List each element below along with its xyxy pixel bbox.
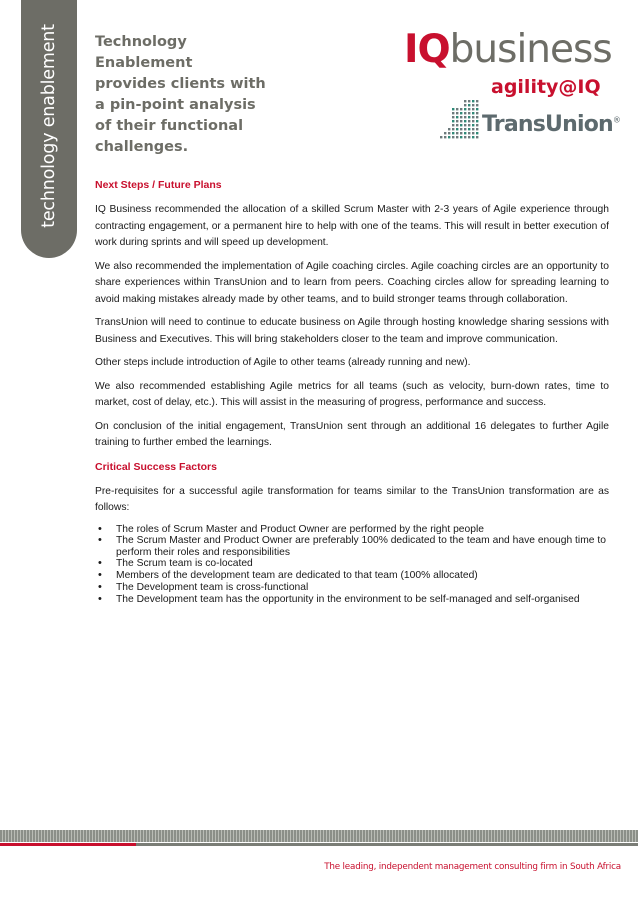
list-item: • The roles of Scrum Master and Product Owner are performed by the right people (95, 524, 609, 535)
headline-line: a pin-point analysis (95, 97, 256, 113)
headline-line: Technology (95, 34, 187, 50)
list-item: • Members of the development team are dedicated to that team (100% allocated) (95, 570, 609, 581)
iq-word: business (449, 27, 612, 72)
list-item: • The Scrum Master and Product Owner are preferably 100% dedicated to the team and have enough time to perform their roles and responsibilities (95, 535, 609, 558)
footer-red-rule (0, 843, 136, 846)
iqbusiness-logo (404, 28, 612, 72)
paragraph: We also recommended establishing Agile metrics for all teams (such as velocity, burn-down rates, time to market, cost of delay, etc.). This will assist in the measuring of progress, performance and success. (95, 380, 609, 408)
footer-grey-rule (136, 843, 638, 846)
registered-mark: ® (612, 115, 621, 125)
paragraph: TransUnion will need to continue to educate business on Agile through hosting knowledge sharing sessions with Business and Executives. This will bring stakeholders closer to the team and improve communication. (95, 317, 609, 345)
main-content (95, 177, 609, 606)
list-item: • The Development team has the opportunity in the environment to be self-managed and self-organised (95, 594, 609, 605)
list-item: • The Scrum team is co-located (95, 558, 609, 569)
paragraph: IQ Business recommended the allocation of a skilled Scrum Master with 2-3 years of Agile experience through contracting engagement, or a permanent hire to help with one of the teams. This will result in better execution of work during sprints and will speed up development. (95, 204, 609, 248)
transunion-logo (482, 112, 621, 137)
success-factors-list (95, 524, 609, 606)
agility-logo: agility@IQ (491, 76, 601, 98)
paragraph: Other steps include introduction of Agile to other teams (already running and new). (95, 357, 471, 368)
headline-line: provides clients with (95, 76, 266, 92)
transunion-dots-icon (436, 100, 480, 140)
headline (95, 32, 295, 158)
iq-mark: IQ (404, 27, 450, 72)
footer-stripe-band (0, 830, 638, 842)
paragraph: Pre-requisites for a successful agile transformation for teams similar to the TransUnion transformation are as follows: (95, 485, 609, 513)
list-item: • The Development team is cross-functional (95, 582, 609, 593)
transunion-word: TransUnion (482, 112, 613, 137)
side-tab (21, 0, 77, 258)
headline-line: Enablement (95, 55, 193, 71)
headline-line: of their functional (95, 118, 244, 134)
headline-line: challenges. (95, 139, 189, 155)
section-heading-critical-success-factors: Critical Success Factors (95, 460, 217, 473)
section-heading-next-steps: Next Steps / Future Plans (95, 179, 222, 191)
paragraph: On conclusion of the initial engagement, TransUnion sent through an additional 16 delegates to further Agile training to further embed the learnings. (95, 420, 609, 448)
footer-tagline: The leading, independent management consulting firm in South Africa (324, 862, 621, 872)
side-tab-label: technology enablement (39, 24, 59, 228)
paragraph: We also recommended the implementation of Agile coaching circles. Agile coaching circles are an opportunity to share experiences within TransUnion and to learn from peers. Coaching circles allow for spreading learning to avoid making mistakes already made by other teams, and to build stronger teams through collaboration. (95, 260, 609, 305)
